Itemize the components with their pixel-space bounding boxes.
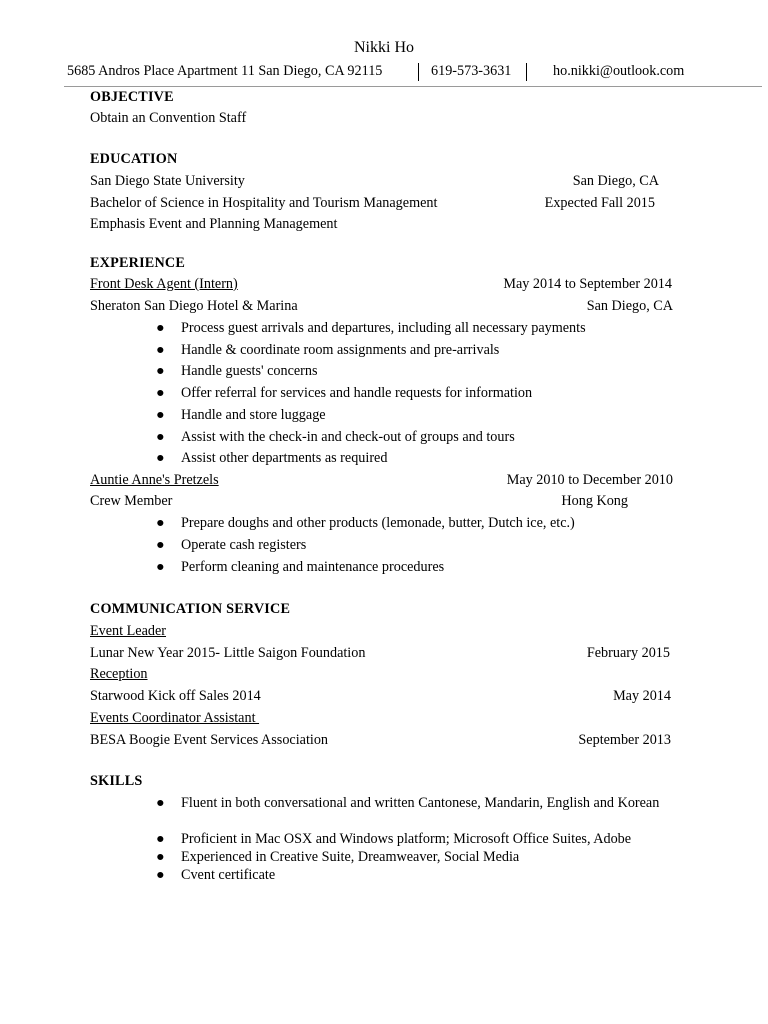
list-item: ● Handle guests' concerns (156, 363, 318, 379)
education-school-row (90, 171, 675, 191)
skill-item: ● Fluent in both conversational and written Cantonese, Mandarin, English and Korean (156, 795, 660, 811)
communication-event: Lunar New Year 2015- Little Saigon Foundation (90, 645, 366, 661)
communication-event-row (90, 686, 675, 706)
contact-separator (418, 63, 419, 81)
objective-heading: OBJECTIVE (90, 89, 174, 105)
education-school: San Diego State University (90, 173, 245, 189)
communication-role: Reception (90, 666, 148, 682)
communication-event: BESA Boogie Event Services Association (90, 732, 329, 748)
job-location: San Diego, CA (586, 298, 673, 314)
education-degree: Bachelor of Science in Hospitality and Tourism Management (90, 195, 438, 211)
communication-date: September 2013 (578, 732, 671, 748)
communication-date: May 2014 (613, 688, 671, 704)
job-dates: May 2010 to December 2010 (506, 472, 673, 488)
job-employer: Crew Member (90, 493, 173, 509)
list-item: ● Assist other departments as required (156, 450, 388, 466)
list-item: ● Offer referral for services and handle requests for information (156, 385, 533, 401)
contact-separator (526, 63, 527, 81)
job-location: Hong Kong (561, 493, 628, 509)
education-location: San Diego, CA (572, 173, 659, 189)
job-employer-row (90, 296, 675, 316)
objective-text: Obtain an Convention Staff (90, 110, 247, 126)
communication-event: Starwood Kick off Sales 2014 (90, 688, 261, 704)
skills-heading: SKILLS (90, 773, 143, 789)
list-item: ● Operate cash registers (156, 537, 307, 553)
contact-email: ho.nikki@outlook.com (553, 63, 685, 79)
job-dates: May 2014 to September 2014 (503, 276, 672, 292)
communication-date: February 2015 (586, 645, 670, 661)
education-heading: EDUCATION (90, 151, 178, 167)
contact-phone: 619-573-3631 (431, 63, 512, 79)
communication-heading: COMMUNICATION SERVICE (90, 601, 291, 617)
list-item: ● Perform cleaning and maintenance procedures (156, 559, 445, 575)
list-item: ● Prepare doughs and other products (lemonade, butter, Dutch ice, etc.) (156, 515, 575, 531)
candidate-name: Nikki Ho (354, 39, 414, 56)
job-title-row (90, 274, 675, 294)
skill-item: ● Cvent certificate (156, 867, 276, 883)
education-date: Expected Fall 2015 (544, 195, 655, 211)
skill-item: ● Experienced in Creative Suite, Dreamweaver, Social Media (156, 849, 520, 865)
job-title: Front Desk Agent (Intern) (90, 276, 238, 292)
job-employer-row (90, 491, 675, 511)
experience-heading: EXPERIENCE (90, 255, 186, 271)
skill-item: ● Proficient in Mac OSX and Windows platform; Microsoft Office Suites, Adobe (156, 831, 632, 847)
job-title-row (90, 470, 675, 490)
contact-line (67, 61, 707, 81)
job-employer: Sheraton San Diego Hotel & Marina (90, 298, 298, 314)
list-item: ● Handle and store luggage (156, 407, 326, 423)
communication-event-row (90, 730, 675, 750)
communication-role: Event Leader (90, 623, 167, 639)
list-item: ● Assist with the check-in and check-out of groups and tours (156, 429, 515, 445)
job-title: Auntie Anne's Pretzels (90, 472, 219, 488)
education-degree-row (90, 193, 675, 213)
communication-event-row (90, 643, 675, 663)
contact-address: 5685 Andros Place Apartment 11 San Diego, CA 92115 (67, 63, 383, 79)
list-item: ● Handle & coordinate room assignments and pre-arrivals (156, 342, 500, 358)
communication-role: Events Coordinator Assistant (90, 710, 260, 726)
education-emphasis: Emphasis Event and Planning Management (90, 216, 338, 232)
list-item: ● Process guest arrivals and departures, including all necessary payments (156, 320, 586, 336)
